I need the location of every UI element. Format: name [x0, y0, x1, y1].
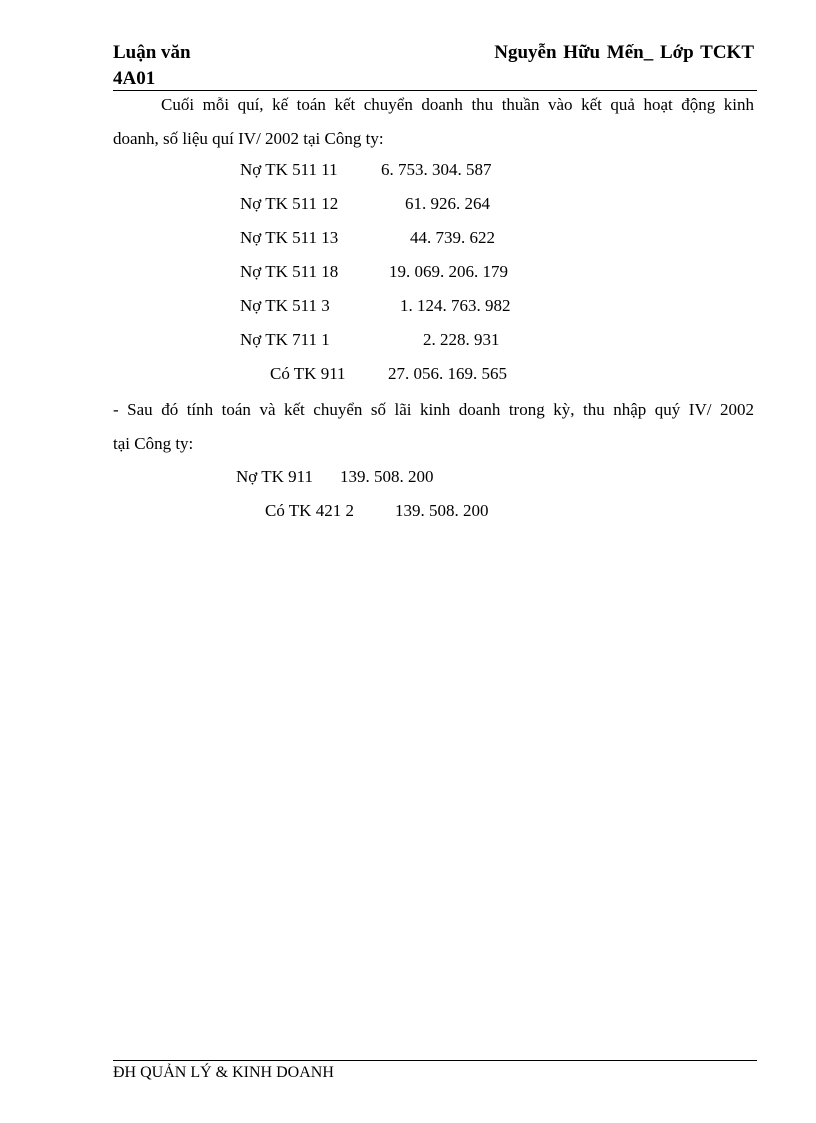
footer-institution: ĐH QUẢN LÝ & KINH DOANH	[113, 1064, 334, 1081]
entry-account: Nợ TK 511 11	[240, 160, 338, 179]
paragraph-revenue-transfer	[113, 88, 754, 156]
paragraph-line: doanh, số liệu quí IV/ 2002 tại Công ty:	[113, 129, 384, 148]
header-left	[113, 40, 191, 92]
entry-account: Nợ TK 511 3	[240, 296, 330, 315]
header-title: Luận văn	[113, 42, 191, 63]
entry-amount: 19. 069. 206. 179	[389, 262, 508, 281]
entry-amount: 139. 508. 200	[340, 467, 434, 486]
header-class-code: 4A01	[113, 68, 156, 89]
paragraph-profit-transfer	[113, 393, 754, 461]
entry-amount: 27. 056. 169. 565	[388, 364, 507, 383]
entry-account: Nợ TK 511 13	[240, 228, 339, 247]
entry-amount: 44. 739. 622	[410, 228, 495, 247]
entry-account: Có TK 421 2	[265, 501, 354, 520]
entry-amount: 1. 124. 763. 982	[400, 296, 511, 315]
entry-account: Nợ TK 511 12	[240, 194, 339, 213]
entry-account: Nợ TK 511 18	[240, 262, 339, 281]
entry-amount: 6. 753. 304. 587	[381, 160, 492, 179]
footer-divider	[113, 1060, 757, 1061]
entry-amount: 61. 926. 264	[405, 194, 490, 213]
paragraph-line: tại Công ty:	[113, 434, 194, 453]
entry-account: Có TK 911	[270, 364, 346, 383]
paragraph-line: - Sau đó tính toán và kết chuyển số lãi kinh doanh trong kỳ, thu nhập quý IV/ 2002	[113, 400, 754, 419]
entry-amount: 139. 508. 200	[395, 501, 489, 520]
entry-account: Nợ TK 911	[236, 467, 313, 486]
paragraph-line: Cuối mỗi quí, kế toán kết chuyển doanh thu thuần vào kết quả hoạt động kinh	[161, 95, 754, 114]
entry-amount: 2. 228. 931	[423, 330, 500, 349]
entry-account: Nợ TK 711 1	[240, 330, 330, 349]
header-author: Nguyễn Hữu Mến_ Lớp TCKT	[494, 42, 754, 63]
